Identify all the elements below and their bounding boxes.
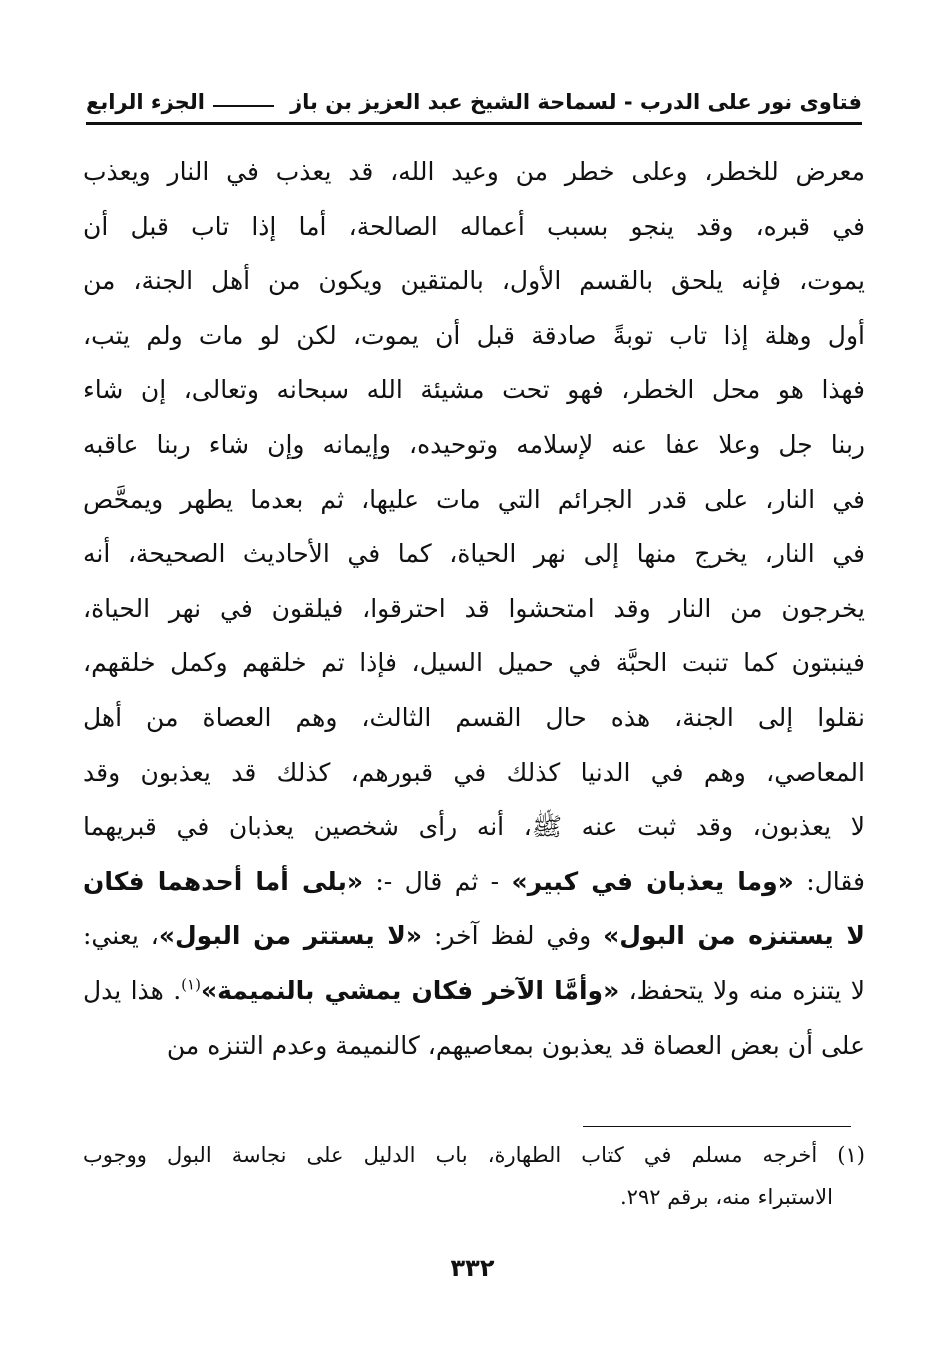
text-line: فينبتون كما تنبت الحبَّة في حميل السيل، فإذا تم خلقهم وكمل خلقهم، <box>83 648 865 678</box>
text-line: في قبره، وقد ينجو بسبب أعماله الصالحة، أما إذا تاب قبل أن <box>83 211 865 241</box>
text-line <box>83 855 865 910</box>
hadith-quote: «وما يعذبان في كبير» <box>511 866 794 896</box>
text-line: يموت، فإنه يلحق بالقسم الأول، بالمتقين ويكون من أهل الجنة، من <box>83 266 865 296</box>
text-line: ربنا جل وعلا عفا عنه لإسلامه وتوحيده، وإيمانه وإن شاء ربنا عاقبه <box>83 429 865 459</box>
text-run: فقال: <box>793 866 865 896</box>
footnote-line: الاستبراء منه، برقم ٢٩٢. <box>619 1185 833 1209</box>
body-text <box>83 145 865 1073</box>
text-line: نقلوا إلى الجنة، هذه حال القسم الثالث، وهم العصاة من أهل <box>83 702 865 732</box>
text-line: المعاصي، وهم في الدنيا كذلك في قبورهم، كذلك قد يعذبون وقد <box>83 757 865 787</box>
hadith-quote: «لا يستتر من البول» <box>158 921 423 951</box>
text-line <box>83 909 865 964</box>
text-line: فهذا هو محل الخطر، فهو تحت مشيئة الله سبحانه وتعالى، إن شاء <box>83 375 865 405</box>
text-line: معرض للخطر، وعلى خطر من وعيد الله، قد يعذب في النار ويعذب <box>83 157 865 186</box>
text-run: - ثم قال -: <box>363 866 512 896</box>
footnote-ref: (١) <box>181 975 201 994</box>
hadith-quote: «وأمَّا الآخر فكان يمشي بالنميمة» <box>200 975 620 1005</box>
hadith-quote: «بلى أما أحدهما فكان <box>83 866 363 896</box>
text-line: لا يعذبون، وقد ثبت عنه ﷺ، أنه رأى شخصين يعذبان في قبريهما <box>83 812 865 842</box>
text-line: أول وهلة إذا تاب توبةً صادقة قبل أن يموت، لكن لو مات ولم يتب، <box>83 320 865 350</box>
text-run: . هذا يدل <box>83 975 182 1005</box>
hadith-quote: لا يستنزه من البول» <box>603 921 865 951</box>
book-title: فتاوى نور على الدرب - لسماحة الشيخ عبد العزيز بن باز <box>290 90 862 114</box>
text-line: على أن بعض العصاة قد يعذبون بمعاصيهم، كالنميمة وعدم التنزه من <box>166 1030 865 1060</box>
text-line: يخرجون من النار وقد امتحشوا قد احترقوا، فيلقون في نهر الحياة، <box>83 593 865 623</box>
page-number: ٣٣٢ <box>450 1254 495 1282</box>
text-line <box>83 964 865 1019</box>
text-run: لا يتنزه منه ولا يتحفظ، <box>619 975 865 1005</box>
text-run: وفي لفظ آخر: <box>422 921 604 951</box>
header-rule <box>213 105 274 107</box>
footnotes <box>83 1134 865 1218</box>
text-line: في النار، على قدر الجرائم التي مات عليها، ثم بعدما يطهر ويمحَّص <box>83 484 865 514</box>
text-run: ، يعني: <box>83 921 159 951</box>
footnote-line: (١) أخرجه مسلم في كتاب الطهارة، باب الدليل على نجاسة البول ووجوب <box>83 1143 865 1167</box>
text-line: في النار، يخرج منها إلى نهر الحياة، كما في الأحاديث الصحيحة، أنه <box>83 539 865 569</box>
running-header <box>86 82 862 125</box>
footnote-rule <box>583 1126 851 1127</box>
volume-label: الجزء الرابع <box>86 90 205 114</box>
